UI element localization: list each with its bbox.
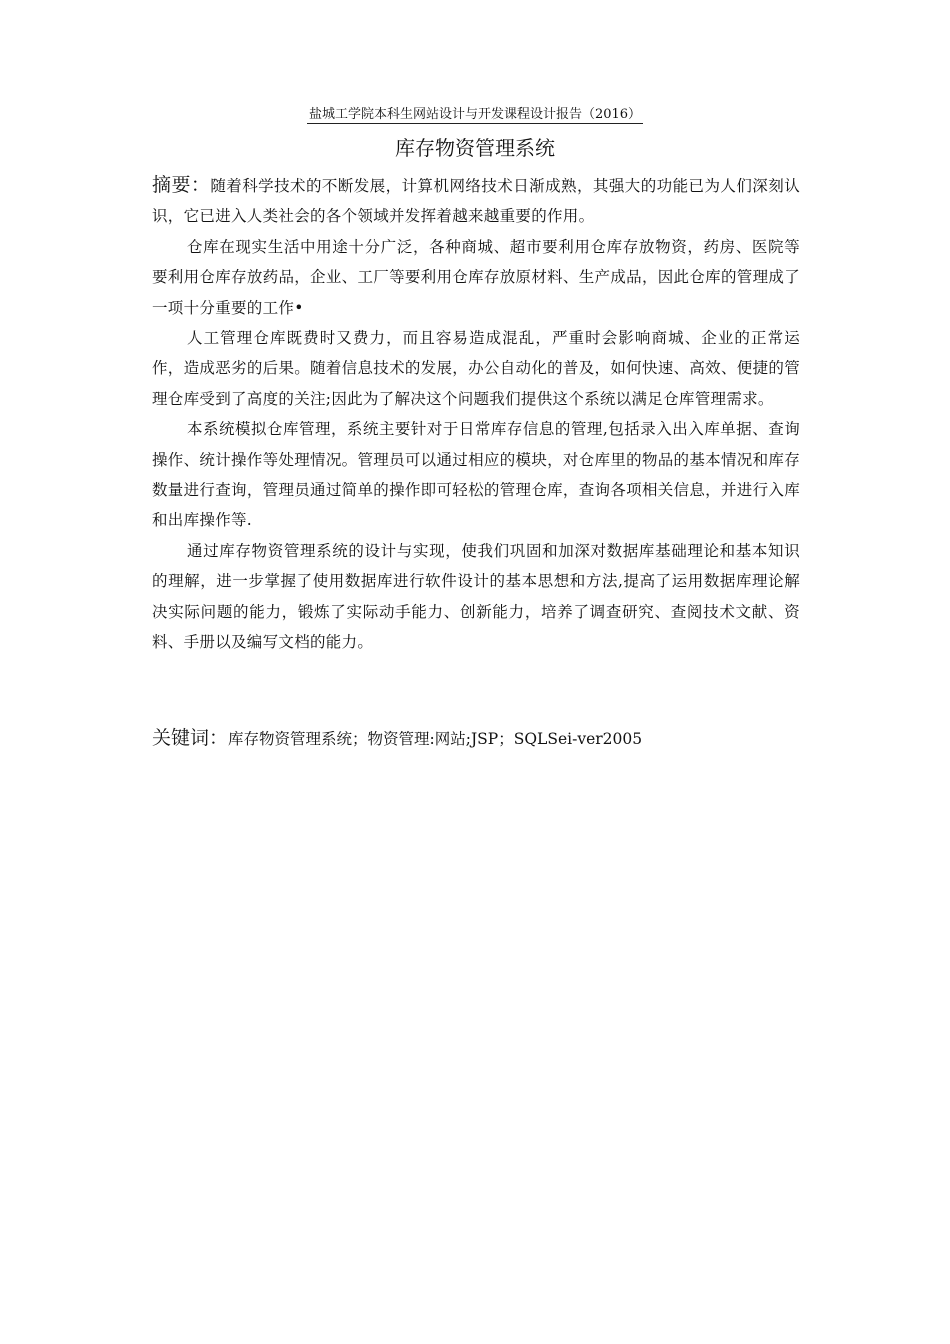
keywords-label: 关键词：	[152, 727, 229, 749]
keywords-text: 库存物资管理系统；物资管理:网站;JSP；SQLSei-ver2005	[228, 730, 643, 748]
abstract-paragraph: 通过库存物资管理系统的设计与实现，使我们巩固和加深对数据库基础理论和基本知识的理解，进一步掌握了使用数据库进行软件设计的基本思想和方法,提高了运用数据库理论解决实际问题的能力，锻炼了实际动手能力、创新能力，培养了调查研究、查阅技术文献、资料、手册以及编写文档的能力。	[152, 541, 800, 652]
abstract-paragraph: 仓库在现实生活中用途十分广泛，各种商城、超市要利用仓库存放物资，药房、医院等要利用仓库存放药品，企业、工厂等要利用仓库存放原材料、生产成品，因此仓库的管理成了一项十分重要的工作•	[152, 237, 800, 317]
running-header-text: 盐城工学院本科生网站设计与开发课程设计报告（2016）	[308, 107, 642, 122]
abstract-section	[152, 170, 800, 658]
abstract-first-paragraph	[152, 170, 800, 232]
running-header	[0, 106, 950, 124]
keywords-line	[152, 723, 852, 754]
abstract-paragraph: 人工管理仓库既费时又费力，而且容易造成混乱，严重时会影响商城、企业的正常运作，造成恶劣的后果。随着信息技术的发展，办公自动化的普及，如何快速、高效、便捷的管理仓库受到了高度的关注;因此为了解决这个问题我们提供这个系统以满足仓库管理需求。	[152, 329, 800, 408]
abstract-label: 摘要：	[152, 174, 211, 196]
document-title: 库存物资管理系统	[395, 136, 555, 160]
abstract-first-text: 随着科学技术的不断发展，计算机网络技术日渐成熟，其强大的功能已为人们深刻认识，它已进入人类社会的各个领域并发挥着越来越重要的作用。	[152, 177, 800, 226]
abstract-paragraph: 本系统模拟仓库管理，系统主要针对于日常库存信息的管理,包括录入出入库单据、查询操作、统计操作等处理情况。管理员可以通过相应的模块，对仓库里的物品的基本情况和库存数量进行查询，管理员通过简单的操作即可轻松的管理仓库，查询各项相关信息，并进行入库和出库操作等.	[152, 420, 800, 530]
